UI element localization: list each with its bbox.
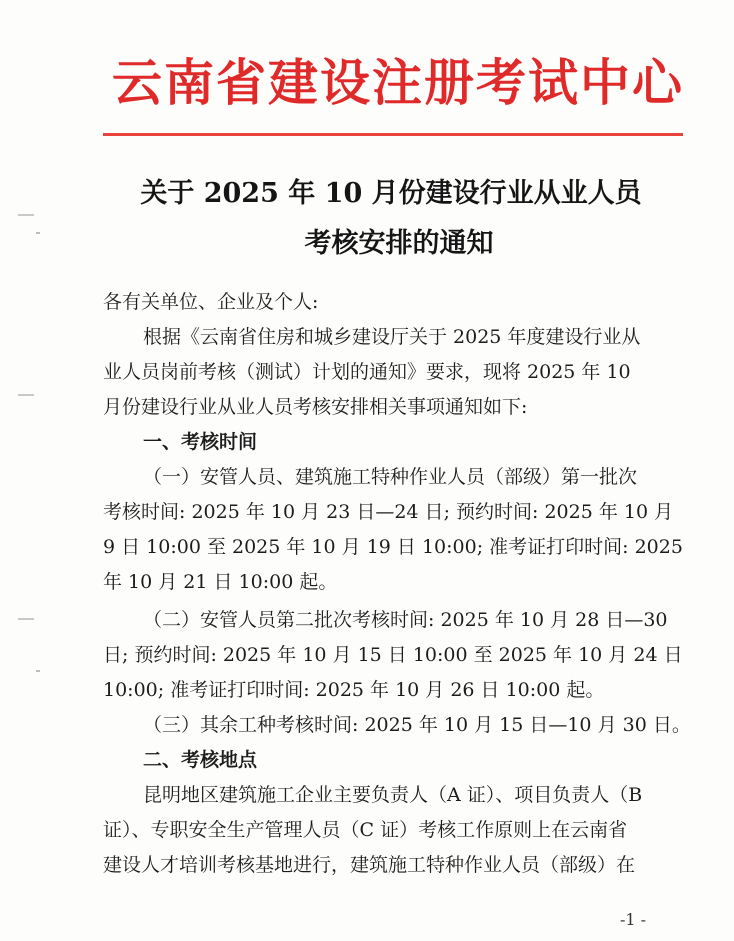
letterhead-title: 云南省建设注册考试中心 bbox=[112, 54, 684, 112]
item-1-line: 年 10 月 21 日 10:00 起。 bbox=[103, 571, 338, 593]
item-2-line: 10:00; 准考证打印时间: 2025 年 10 月 26 日 10:00 起。 bbox=[103, 679, 605, 701]
section-heading-exam-location: 二、考核地点 bbox=[143, 749, 258, 771]
item-1-line: 考核时间: 2025 年 10 月 23 日—24 日; 预约时间: 2025 年 10 月 bbox=[103, 501, 674, 523]
item-2-line: （二）安管人员第二批次考核时间: 2025 年 10 月 28 日—30 bbox=[143, 609, 668, 631]
location-paragraph-line: 昆明地区建筑施工企业主要负责人（A 证）、项目负责人（B bbox=[143, 784, 643, 806]
intro-paragraph-line: 月份建设行业从业人员考核安排相关事项通知如下: bbox=[103, 396, 528, 418]
salutation: 各有关单位、企业及个人: bbox=[103, 291, 319, 313]
letterhead-red-rule bbox=[103, 133, 683, 136]
intro-paragraph-line: 根据《云南省住房和城乡建设厅关于 2025 年度建设行业从 bbox=[143, 326, 641, 348]
document-title-line-2: 考核安排的通知 bbox=[304, 228, 494, 259]
intro-paragraph-line: 业人员岗前考核（测试）计划的通知》要求，现将 2025 年 10 bbox=[103, 361, 631, 383]
item-3-line: （三）其余工种考核时间: 2025 年 10 月 15 日—10 月 30 日。 bbox=[143, 714, 691, 736]
location-paragraph-line: 建设人才培训考核基地进行，建筑施工特种作业人员（部级）在 bbox=[103, 854, 636, 876]
item-1-line: （一）安管人员、建筑施工特种作业人员（部级）第一批次 bbox=[143, 466, 638, 488]
item-1-line: 9 日 10:00 至 2025 年 10 月 19 日 10:00; 准考证打印时间: 2025 bbox=[103, 536, 683, 558]
page-number: -1 - bbox=[620, 910, 647, 929]
location-paragraph-line: 证）、专职安全生产管理人员（C 证）考核工作原则上在云南省 bbox=[103, 819, 628, 841]
margin-mark bbox=[18, 618, 34, 620]
section-heading-exam-time: 一、考核时间 bbox=[143, 431, 258, 453]
document-title-line-1: 关于 2025 年 10 月份建设行业从业人员 bbox=[140, 178, 642, 209]
margin-mark bbox=[36, 670, 40, 672]
item-2-line: 日; 预约时间: 2025 年 10 月 15 日 10:00 至 2025 年 10 月 24 日 bbox=[103, 644, 683, 666]
margin-mark bbox=[18, 394, 34, 396]
margin-mark bbox=[18, 214, 34, 216]
